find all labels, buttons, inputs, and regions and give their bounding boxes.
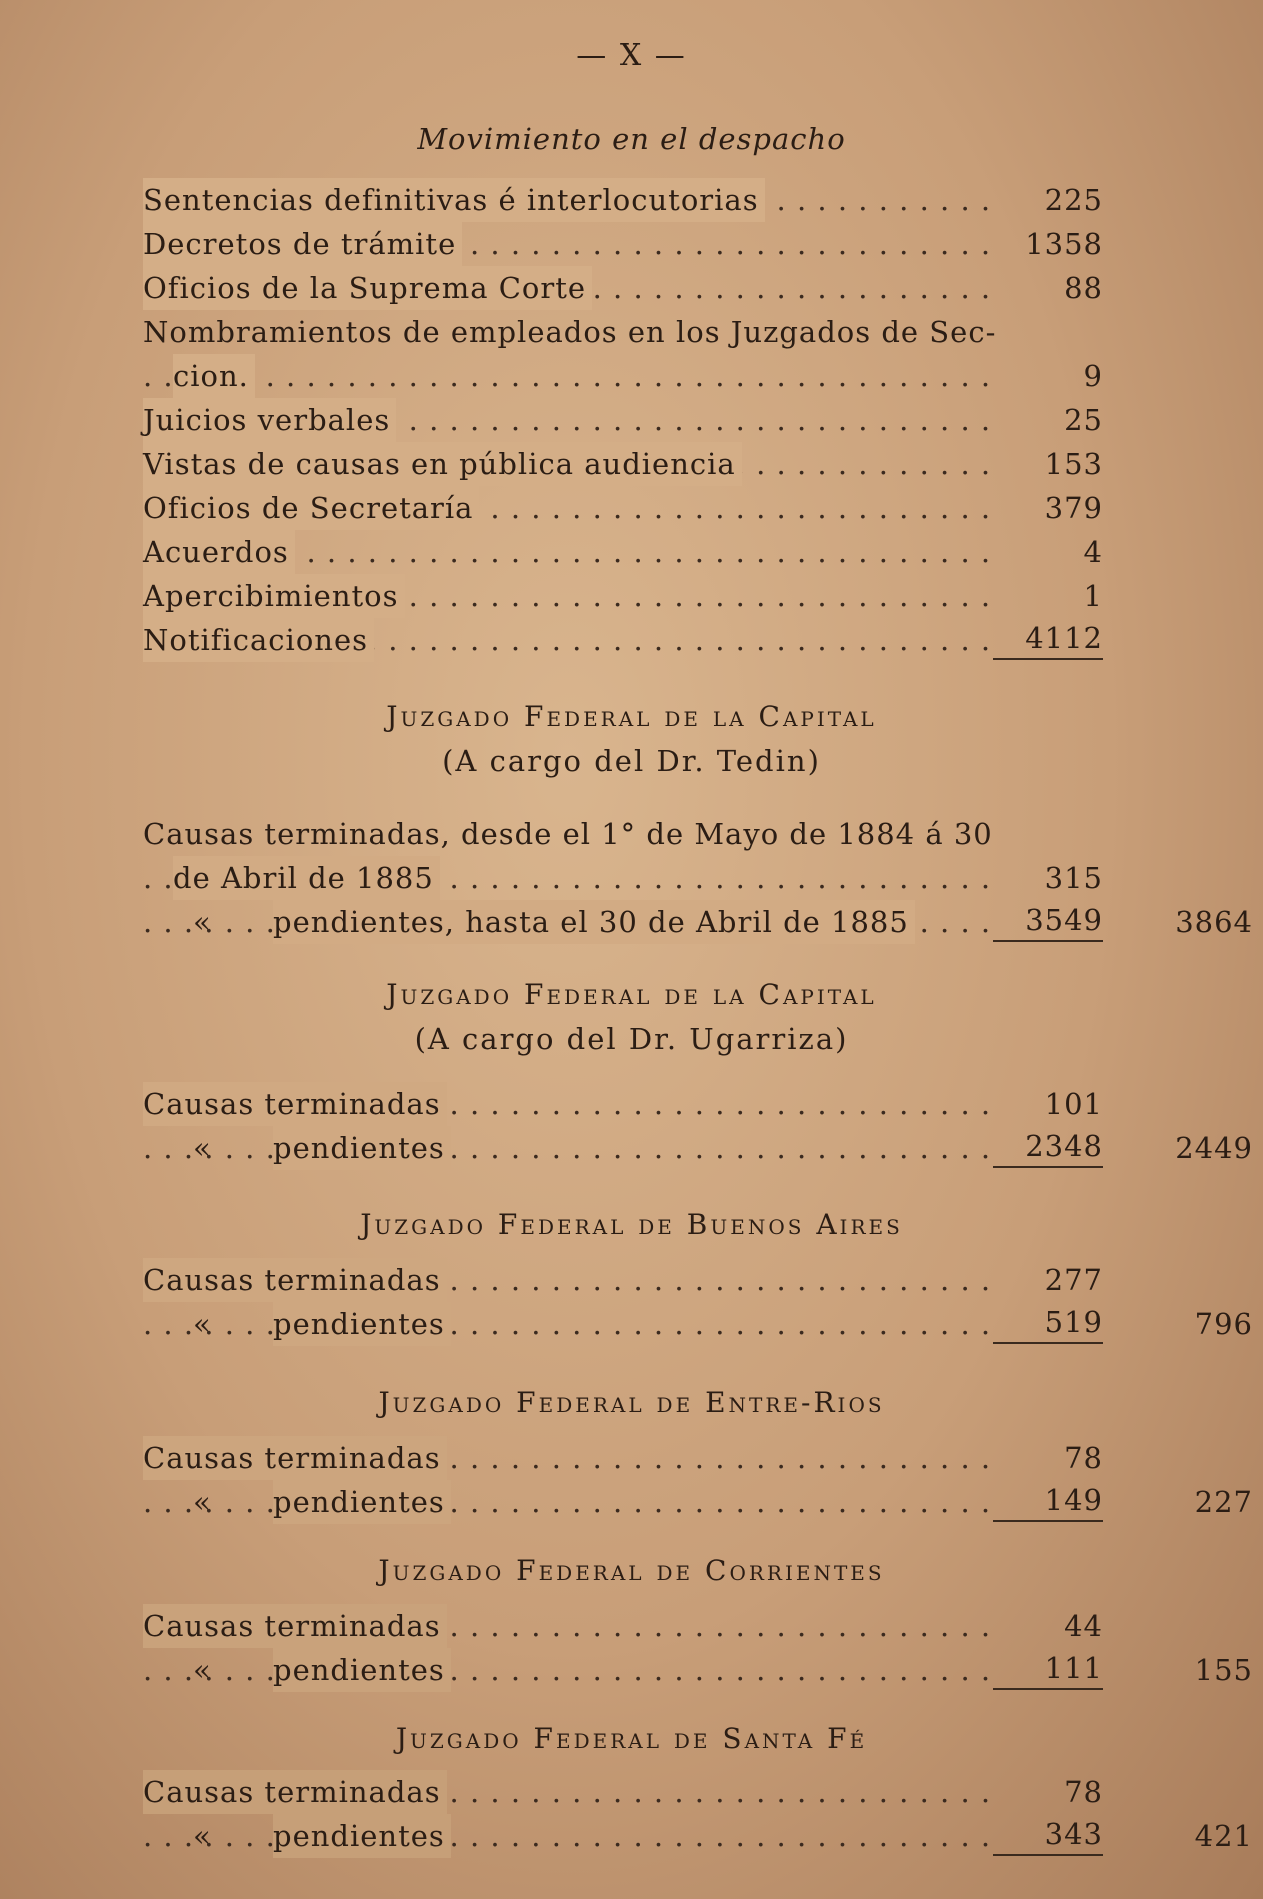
list-item: . . . Causas terminadas 44 — [143, 1604, 1113, 1648]
list-item: . . . « pendientes, hasta el 30 de Abril de 1885 3549 3864 — [143, 900, 1113, 944]
list-item: . . . cion. 9 — [143, 354, 1113, 398]
section-title: Juzgado Federal de la Capital — [386, 978, 877, 1011]
section-title: Juzgado Federal de Entre-Rios — [378, 1386, 885, 1419]
list-item: . . . « pendientes 149 227 — [143, 1480, 1113, 1524]
list-item: . . . « pendientes 519 796 — [143, 1302, 1113, 1346]
section-list — [143, 1604, 1253, 1692]
section-list — [143, 1258, 1253, 1346]
list-item: . . . « pendientes 2348 2449 — [143, 1126, 1113, 1170]
list-item: . . . Causas terminadas 277 — [143, 1258, 1113, 1302]
section-list — [143, 1082, 1253, 1170]
list-item: . . . Decretos de trámite 1358 — [143, 222, 1113, 266]
list-item: . . . Causas terminadas 78 — [143, 1436, 1113, 1480]
section-title: Juzgado Federal de Corrientes — [378, 1554, 885, 1587]
list-item: . . . Vistas de causas en pública audiencia 153 — [143, 442, 1113, 486]
list-item: . . . Causas terminadas 78 — [143, 1770, 1113, 1814]
list-item: . . . « pendientes 111 155 — [143, 1648, 1113, 1692]
list-item: . . . Oficios de Secretaría 379 — [143, 486, 1113, 530]
list-item: Causas terminadas, desde el 1° de Mayo de 1884 á 30 — [143, 817, 993, 851]
section-list — [143, 1770, 1253, 1858]
list-item: . . . Juicios verbales 25 — [143, 398, 1113, 442]
section-subtitle: (A cargo del Dr. Ugarriza) — [414, 1022, 849, 1056]
section-title: Juzgado Federal de la Capital — [386, 700, 877, 733]
list-item: . . . Acuerdos 4 — [143, 530, 1113, 574]
list-item: Nombramientos de empleados en los Juzgados de Sec- — [143, 315, 997, 349]
list-item: . . . « pendientes 343 421 — [143, 1814, 1113, 1858]
section-list — [143, 812, 1253, 944]
section-list — [143, 1436, 1253, 1524]
list-item: . . . Apercibimientos 1 — [143, 574, 1113, 618]
page-folio: — X — — [576, 38, 687, 73]
despacho-heading: Movimiento en el despacho — [417, 122, 846, 156]
list-item: . . . de Abril de 1885 315 — [143, 856, 1113, 900]
list-item: . . . Causas terminadas 101 — [143, 1082, 1113, 1126]
despacho-list — [143, 178, 1113, 662]
list-item: . . . Oficios de la Suprema Corte 88 — [143, 266, 1113, 310]
list-item: . . . Sentencias definitivas é interlocutorias 225 — [143, 178, 1113, 222]
section-title: Juzgado Federal de Santa Fé — [395, 1722, 868, 1755]
list-item: . . . Notificaciones 4112 — [143, 618, 1113, 662]
section-subtitle: (A cargo del Dr. Tedin) — [442, 744, 821, 778]
section-title: Juzgado Federal de Buenos Aires — [360, 1208, 903, 1241]
